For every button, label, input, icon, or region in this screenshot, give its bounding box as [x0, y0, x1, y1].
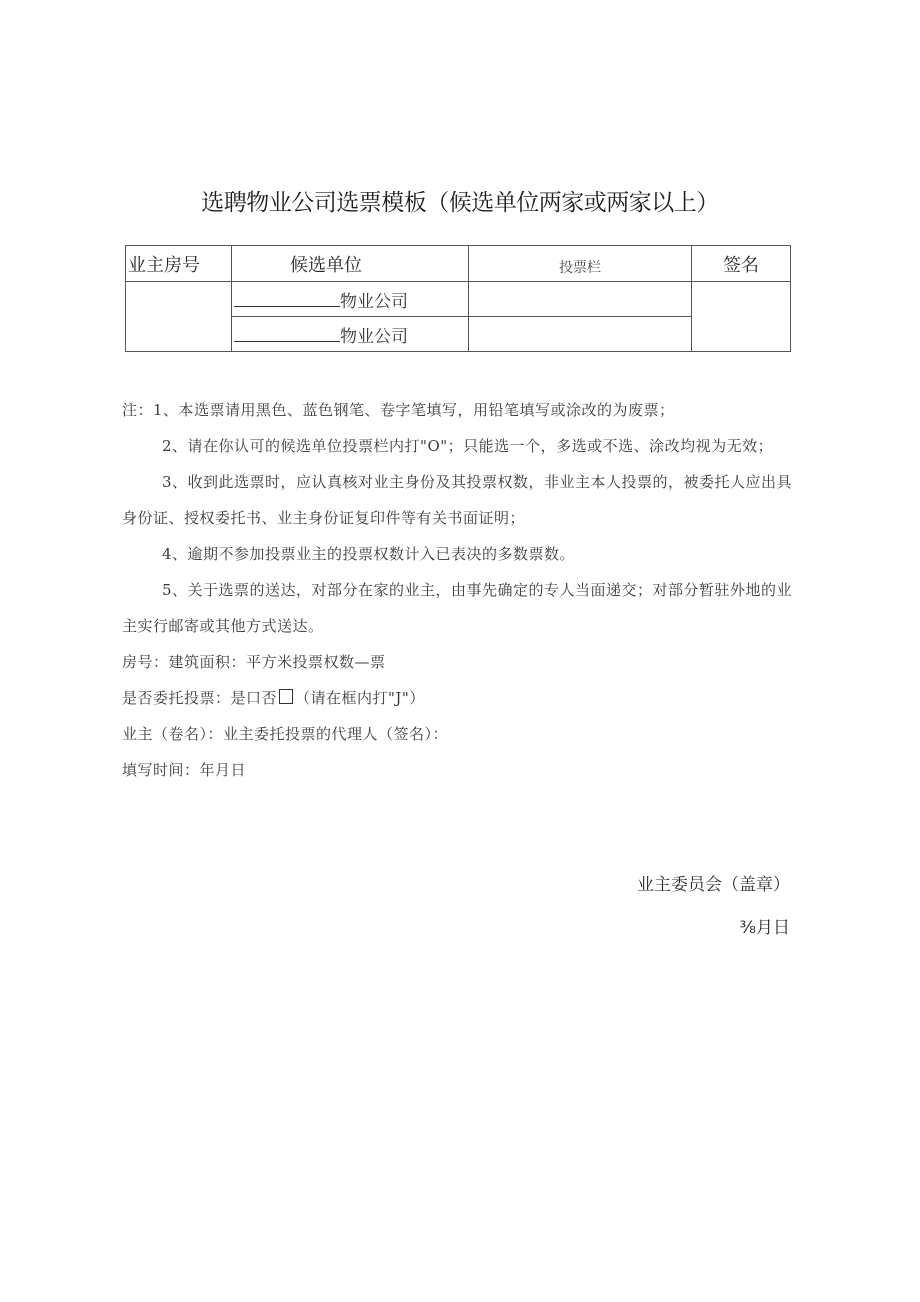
fill-time-line: 填写时间：年月日	[122, 761, 247, 779]
proxy-line	[122, 680, 794, 716]
candidate-company-label: 物业公司	[340, 326, 408, 347]
proxy-suffix: （请在框内打"J"）	[295, 689, 425, 707]
header-candidate: 候选单位	[232, 246, 469, 282]
vote-cell[interactable]	[469, 282, 692, 317]
note-3: 3、收到此选票时，应认真核对业主身份及其投票权数，非业主本人投票的，被委托人应出具身份证、授权委托书、业主身份证复印件等有关书面证明；	[122, 473, 793, 527]
note-5: 5、关于选票的送达，对部分在家的业主，由事先确定的专人当面递交；对部分暂驻外地的业主实行邮寄或其他方式送达。	[122, 581, 793, 635]
candidate-cell	[232, 317, 469, 352]
table-row	[126, 282, 791, 317]
page-title: 选聘物业公司选票模板（候选单位两家或两家以上）	[201, 190, 719, 216]
header-vote: 投票栏	[469, 246, 692, 282]
proxy-no-checkbox[interactable]	[279, 689, 293, 704]
room-area-line: 房号：建筑面积：平方米投票权数—票	[122, 653, 386, 671]
company-name-blank[interactable]	[234, 292, 340, 307]
ballot-table	[125, 245, 791, 352]
proxy-prefix: 是否委托投票：是口否	[122, 689, 278, 707]
company-name-blank[interactable]	[234, 327, 340, 342]
candidate-company-label: 物业公司	[340, 291, 408, 312]
header-room: 业主房号	[126, 246, 232, 282]
note-4: 4、逾期不参加投票业主的投票权数计入已表决的多数票数。	[162, 545, 576, 563]
committee-seal-line: 业主委员会（盖章）	[637, 875, 790, 895]
vote-cell[interactable]	[469, 317, 692, 352]
note-1: 注：1、本选票请用黑色、蓝色钢笔、卷字笔填写，用铅笔填写或涂改的为废票；	[122, 401, 675, 419]
notes-section	[122, 392, 794, 788]
note-2: 2、请在你认可的候选单位投票栏内打"O"；只能选一个，多选或不选、涂改均视为无效；	[162, 437, 774, 455]
table-header-row	[126, 246, 791, 282]
sign-cell[interactable]	[692, 282, 791, 352]
header-sign: 签名	[692, 246, 791, 282]
owner-signature-line: 业主（卷名）：业主委托投票的代理人（签名）：	[122, 725, 449, 743]
room-cell[interactable]	[126, 282, 232, 352]
candidate-cell	[232, 282, 469, 317]
footer-date: ⅜月日	[739, 918, 790, 938]
